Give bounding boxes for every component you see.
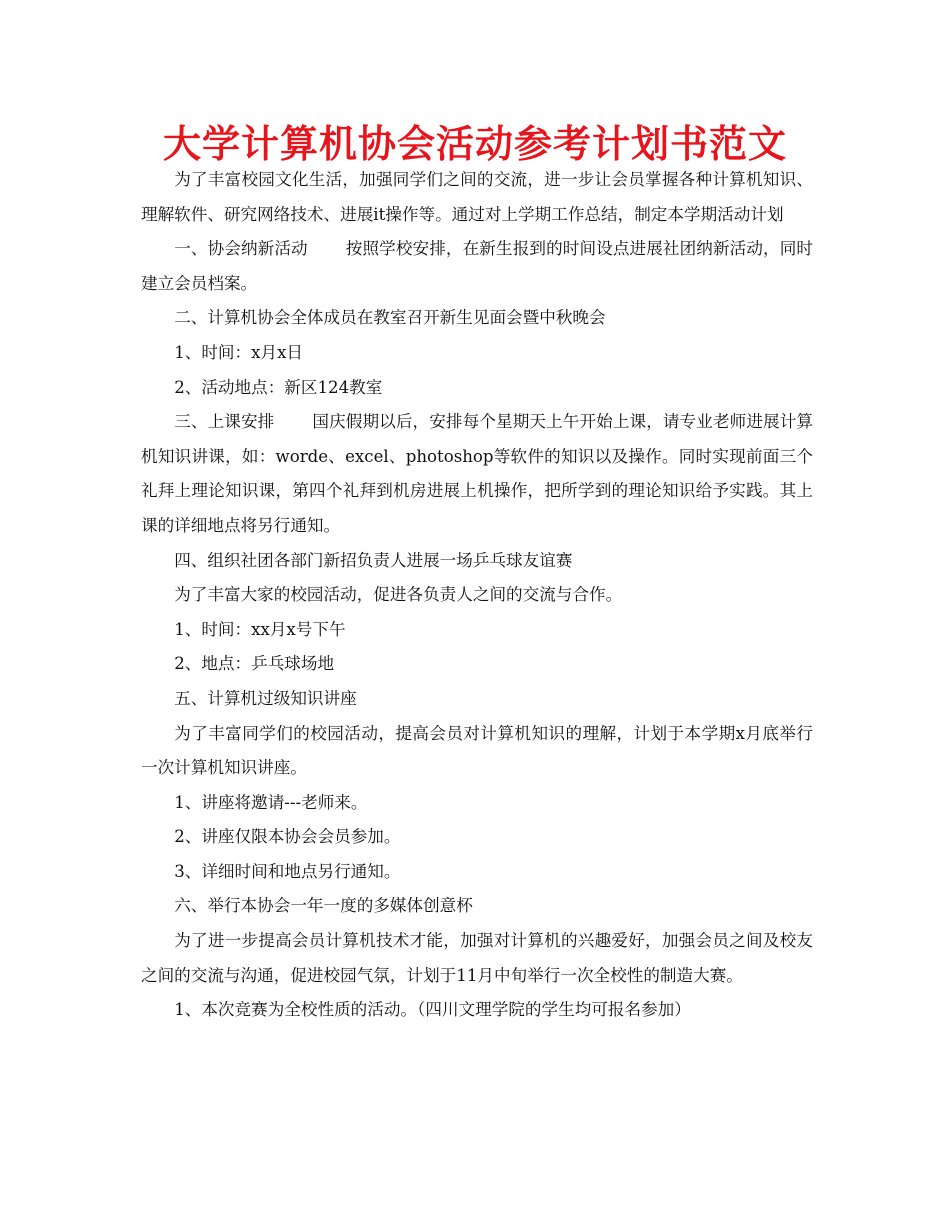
section-2-item-time: 1、时间：x月x日	[174, 342, 304, 362]
section-2-heading: 二、计算机协会全体成员在教室召开新生见面会暨中秋晚会	[174, 308, 606, 328]
section-4-item-location: 2、地点：乒乓球场地	[174, 654, 335, 674]
section-1-heading: 一、协会纳新活动	[174, 239, 308, 259]
section-4-text: 为了丰富大家的校园活动，促进各负责人之间的交流与合作。	[174, 585, 623, 605]
section-5-item-3: 3、详细时间和地点另行通知。	[174, 861, 401, 881]
intro-paragraph: 为了丰富校园文化生活，加强同学们之间的交流，进一步让会员掌握各种计算机知识、理解软件、研究网络技术、进展it操作等。通过对上学期工作总结，制定本学期活动计划	[141, 170, 813, 224]
document-title: 大学计算机协会活动参考计划书范文	[162, 122, 787, 166]
section-5-item-1: 1、讲座将邀请---老师来。	[174, 792, 368, 812]
section-6-text: 为了进一步提高会员计算机技术才能，加强对计算机的兴趣爱好，加强会员之间及校友之间的交流与沟通，促进校园气氛，计划于11月中旬举行一次全校性的制造大赛。	[141, 931, 813, 985]
section-5-text: 为了丰富同学们的校园活动，提高会员对计算机知识的理解，计划于本学期x月底举行一次计算机知识讲座。	[141, 723, 813, 778]
section-3	[141, 405, 813, 543]
section-5-heading: 五、计算机过级知识讲座	[174, 688, 357, 708]
section-2-item-location: 2、活动地点：新区124教室	[174, 377, 383, 397]
section-1	[141, 232, 813, 301]
section-5-item-2: 2、讲座仅限本协会会员参加。	[174, 827, 401, 847]
section-3-text: 国庆假期以后，安排每个星期天上午开始上课，请专业老师进展计算机知识讲课，如：worde、excel、photoshop等软件的知识以及操作。同时实现前面三个礼拜上理论知识课，第四个礼拜到机房进展上机操作，把所学到的理论知识给予实践。其上课的详细地点将另行通知。	[141, 412, 814, 535]
document-body	[141, 163, 813, 1028]
section-4-item-time: 1、时间：xx月x号下午	[174, 619, 346, 639]
section-3-heading: 三、上课安排	[174, 412, 275, 432]
section-4-heading: 四、组织社团各部门新招负责人进展一场乒乓球友谊赛	[174, 550, 573, 570]
section-1-text: 按照学校安排，在新生报到的时间设点进展社团纳新活动，同时建立会员档案。	[141, 239, 814, 293]
section-6-item-1: 1、本次竞赛为全校性质的活动。（四川文理学院的学生均可报名参加）	[174, 1000, 691, 1020]
section-6-heading: 六、举行本协会一年一度的多媒体创意杯	[174, 896, 473, 916]
